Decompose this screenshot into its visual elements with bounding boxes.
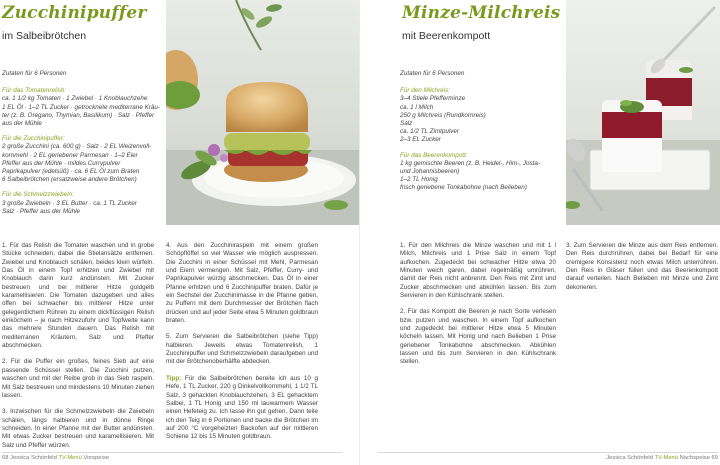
footer-section: Vorspeise	[83, 455, 109, 461]
footer-section: Nachspeise	[679, 455, 710, 461]
ingredient-heading: Für die Schmelzzwiebeln:	[2, 191, 74, 199]
footer-rule	[378, 452, 718, 453]
ingredient-line: Salz · Pfeffer aus der Mühle	[2, 207, 81, 215]
ingredient-line: ca. 1/2 TL Zimtpulver	[400, 128, 460, 136]
ingredient-line: und Johannisbeeren)	[400, 168, 460, 176]
ingredient-line: kornmehl · 2 EL geriebener Parmesan · 1–2 Eier	[2, 151, 138, 159]
instructions-col-2-left	[166, 242, 318, 450]
ingredient-line: ca. 1 1/2 kg Tomaten · 1 Zwiebel · 1 Knoblauchzehe	[2, 95, 148, 103]
ingredient-line: 3–4 Stiele Pfefferminze	[400, 95, 466, 103]
footer-brand: TV-Menü	[58, 455, 82, 461]
burger-photo	[166, 0, 360, 225]
instruction-step: 5. Zum Servieren die Salbeibrötchen (siehe Tipp) halbieren. Jeweils etwas Tomatenrelish, 1 Zucchinipuffer und Schmelzzwiebeln daraufgeben und mit der Brötchenoberhälfte abdecken.	[166, 333, 318, 366]
ingredient-line: 1 EL Öl · 1–2 TL Zucker · getrocknete mediterrane Kräu-	[2, 103, 160, 111]
right-page	[360, 0, 720, 465]
dessert-photo	[566, 0, 720, 225]
recipe-title-left: Zucchinipuffer	[2, 3, 147, 23]
tip-label: Tipp:	[166, 374, 182, 382]
ingredient-line: 2–3 EL Zucker	[400, 136, 441, 144]
servings-left: Zutaten für 6 Personen	[2, 70, 67, 77]
instruction-step: 2. Für das Kompott die Beeren je nach Sorte verlesen bzw. putzen und waschen. In einem Topf aufkochen und zugedeckt bei mittlerer Hitze etwa 5 Minuten köcheln lassen. Mit Honig und nach Belieben 1 Prise geriebener Tonkabohne abschmecken. Abkühlen lassen und bis zum Servieren in den Kühlschrank stellen.	[400, 308, 556, 366]
ingredient-line: ca. 1 l Milch	[400, 103, 434, 111]
ingredient-line: 1 kg gemischte Beeren (z. B. Heidel-, Him-, Josta-	[400, 159, 540, 167]
ingredient-line: frisch geriebene Tonkabohne (nach Belieben)	[400, 184, 527, 192]
ingredient-line: 250 g Milchreis (Rundkornreis)	[400, 111, 486, 119]
instruction-step: 1. Für das Relish die Tomaten waschen und in grobe Stücke schneiden, dabei die Stielansätze entfernen. Zwiebel und Knoblauch schälen, beides klein würfeln. Das Öl in einem Topf erhitzen und Zwiebel mit Knoblauch darin kurz andünsten. Mit Zucker bestreuen und bei mittlerer Hitze goldgelb karamellisieren. Die Tomaten dazugeben und alles offen bei schwacher bis mittlerer Hitze unter gelegentlichem Rühren zu einem dickflüssigen Relish einköcheln – je nach Hitzezufuhr und Topfweite kann das mehrere Stunden dauern. Das Relish mit mediterranen Kräutern, Salz und Pfeffer abschmecken.	[2, 242, 154, 350]
ingredient-line: Paprikapulver (edelsüß) · ca. 6 EL Öl zum Braten	[2, 168, 140, 176]
instructions-col-1-left	[2, 242, 154, 458]
recipe-subtitle-left: im Salbeibrötchen	[2, 30, 87, 42]
footer-rule	[2, 452, 342, 453]
ingredients-left	[2, 70, 162, 216]
recipe-title-right: Minze-Milchreis	[402, 3, 561, 23]
ingredient-line: 2 große Zucchini (ca. 600 g) · Salz · 2 EL Weizenvoll-	[2, 143, 152, 151]
ingredient-line: 6 Salbeibrötchen (ersatzweise andere Brötchen)	[2, 176, 137, 184]
ingredient-heading: Für das Beerenkompott:	[400, 151, 468, 159]
footer-brand: TV-Menü	[654, 455, 678, 461]
footer-author: Jessica Schönfeld	[10, 455, 57, 461]
ingredient-heading: Für den Milchreis:	[400, 87, 451, 95]
ingredients-right	[400, 70, 560, 193]
ingredient-line: Salz	[400, 120, 413, 128]
tip-text: Für die Salbeibrötchen bereite ich aus 10 g Hefe, 1 TL Zucker, 220 g Dinkelvollkornmehl, 1 1/2 TL Salz, 3 gehackten Knoblauchzehen, 3 EL gehacktem Salbei, 1 TL Honig und 150 ml lauwarmem Wasser einen Hefeteig zu. Ich lasse ihn gut gehen. Dann teile ich den Teig in 6 Portionen und backe die Brötchen im auf 200 °C vorgeheizten Backofen auf der mittleren Schiene 12 bis 15 Minuten goldbraun.	[166, 374, 319, 441]
footer-author: Jessica Schönfeld	[606, 455, 653, 461]
instruction-step: 3. Zum Servieren die Minze aus dem Reis entfernen. Den Reis durchrühren, dabei bei Bedarf für eine cremigere Konsistenz noch etwas Milch unterrühren. Den Reis in Gläser füllen und das Beerenkompott darauf verteilen. Nach Belieben mit Minze und Zimt dekorieren.	[566, 242, 718, 291]
instructions-col-2-right	[566, 242, 718, 300]
instruction-step: 2. Für die Puffer ein großes, feines Sieb auf eine passende Schüssel stellen. Die Zucchini putzen, waschen und mit der Reibe grob in das Sieb raspeln. Mit Salz bestreuen und mindestens 10 Minuten ziehen lassen.	[2, 358, 154, 399]
page-number: 68	[2, 455, 9, 461]
ingredient-line: ter (z. B. Oregano, Thymian, Basilikum) · Salz · Pfeffer	[2, 111, 155, 119]
ingredient-line: 1–2 TL Honig	[400, 176, 438, 184]
footer-right	[606, 455, 718, 461]
recipe-subtitle-right: mit Beerenkompott	[402, 30, 491, 42]
page-number: 69	[711, 455, 718, 461]
ingredient-heading: Für die Zucchinipuffer:	[2, 135, 65, 143]
servings-right: Zutaten für 6 Personen	[400, 70, 465, 77]
instruction-step: 1. Für den Milchreis die Minze waschen und mit 1 l Milch, Milchreis und 1 Prise Salz in einem Topf aufkochen. Zugedeckt bei schwacher Hitze etwa 20 Minuten weich garen, dabei regelmäßig umrühren, damit der Reis nicht anbrennt. Den Reis mit Zimt und Zucker abschmecken und abkühlen lassen. Bis zum Servieren in den Kühlschrank stellen.	[400, 242, 556, 300]
ingredient-line: 3 große Zwiebeln · 3 EL Butter · ca. 1 TL Zucker	[2, 199, 137, 207]
ingredient-line: Pfeffer aus der Mühle · mildes Currypulver	[2, 159, 121, 167]
ingredient-line: aus der Mühle	[2, 120, 42, 128]
footer-left	[2, 455, 109, 461]
instructions-col-1-right	[400, 242, 556, 375]
tip-paragraph	[166, 375, 318, 442]
instruction-step: 3. Inzwischen für die Schmelzzwiebeln die Zwiebeln schälen, längs halbieren und in dünne Ringe schneiden. In einer Pfanne mit der Butter andünsten. Mit etwas Zucker bestreuen und karamellisieren. Mit Salz und Pfeffer würzen.	[2, 408, 154, 449]
ingredient-heading: Für das Tomatenrelish:	[2, 87, 67, 95]
instruction-step: 4. Aus den Zucchiniraspeln mit einem großen Schöpflöffel so viel Wasser wie möglich auspressen. Die Zucchini in einer Schüssel mit Mehl, Parmesan und Eiern vermengen. Mit Salz, Pfeffer, Curry- und Paprikapulver würzig abschmecken. Das Öl in einer Pfanne erhitzen und 6 Zucchinipuffer braten. Dafür je ein Sechstel der Zucchinimasse in die Pfanne geben, zu Puffern mit dem Durchmesser der Brötchen flach drücken und auf jeder Seite etwa 5 Minuten goldbraun braten.	[166, 242, 318, 325]
